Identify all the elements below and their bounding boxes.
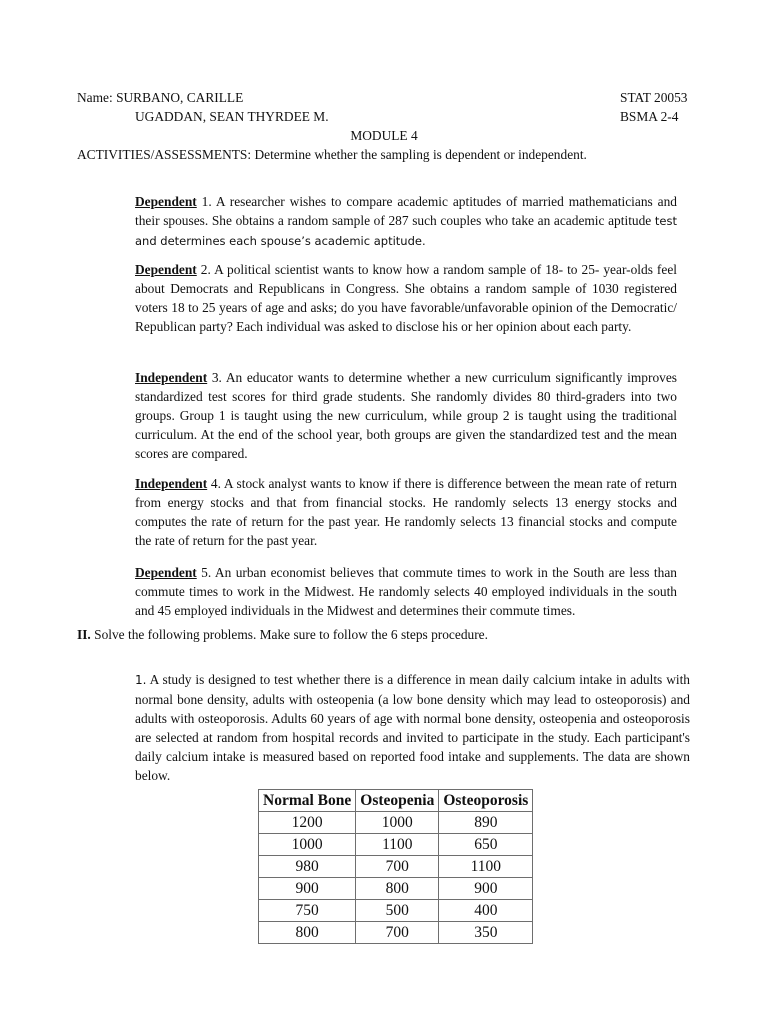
table-cell: 1000 (259, 834, 356, 856)
student-name-2: UGADDAN, SEAN THYRDEE M. (135, 109, 329, 124)
item-3 (135, 368, 677, 463)
table-row (259, 812, 533, 834)
table-cell: 500 (356, 900, 439, 922)
table-cell: 650 (439, 834, 533, 856)
table-cell: 700 (356, 856, 439, 878)
activities-text: Determine whether the sampling is dependent or independent. (254, 147, 587, 162)
part2-instruction: Solve the following problems. Make sure to follow the 6 steps procedure. (90, 627, 488, 642)
item-text: 3. An educator wants to determine whether a new curriculum significantly improves standardized test scores for third grade students. She randomly divides 80 third-graders into two groups. Group 1 is taught using the new curriculum, while group 2 is taught using the traditional curriculum. At the end of the school year, both groups are given the standardized test and the mean scores are compared. (135, 370, 677, 462)
item-text: 2. A political scientist wants to know how a random sample of 18- to 25- year-olds feel about Democrats and Republicans in Congress. She obtains a random sample of 1030 registered voters 18 to 25 years of age and asks; do you have favorable/unfavorable opinion of the Democratic/ Republican party? Each individual was asked to disclose his or her opinion about each party. (135, 262, 677, 335)
answer-label: Independent (135, 476, 208, 492)
table-row (259, 922, 533, 944)
name-label: Name: (77, 90, 113, 105)
item-1 (135, 192, 677, 251)
col-header-osteopenia: Osteopenia (356, 790, 439, 812)
part2-instruction-line (77, 625, 488, 644)
answer-label: Dependent (135, 262, 197, 278)
table-row (259, 878, 533, 900)
table-cell: 900 (259, 878, 356, 900)
student-name-1: SURBANO, CARILLE (116, 90, 244, 105)
answer-label: Dependent (135, 565, 197, 581)
answer-label: Dependent (135, 194, 197, 210)
section: BSMA 2-4 (620, 109, 679, 124)
module-title: MODULE 4 (350, 128, 418, 143)
activities-line (77, 145, 587, 164)
table-cell: 1100 (356, 834, 439, 856)
table-cell: 900 (439, 878, 533, 900)
activities-label: ACTIVITIES/ASSESSMENTS: (77, 147, 252, 162)
table-cell: 750 (259, 900, 356, 922)
item-5 (135, 563, 677, 620)
item-2 (135, 260, 677, 336)
table-cell: 700 (356, 922, 439, 944)
table-cell: 890 (439, 812, 533, 834)
table-row (259, 900, 533, 922)
item-text: 5. An urban economist believes that commute times to work in the South are less than commute times to work in the Midwest. He randomly selects 40 employed individuals in the south and 45 employed individuals in the Midwest and determines their commute times. (135, 565, 677, 619)
item-4 (135, 474, 677, 550)
table-cell: 800 (259, 922, 356, 944)
col-header-osteoporosis: Osteoporosis (439, 790, 533, 812)
calcium-table (258, 789, 533, 944)
part2-numeral: II. (77, 627, 91, 642)
table-row (259, 856, 533, 878)
table-header-row (259, 790, 533, 812)
table-cell: 400 (439, 900, 533, 922)
item-text: 4. A stock analyst wants to know if there is difference between the mean rate of return from energy stocks and that from financial stocks. He randomly selects 13 energy stocks and computes the rate of return for the past year. He randomly selects 13 financial stocks and compute the rate of return for the past year. (135, 476, 677, 549)
answer-label: Independent (135, 370, 208, 386)
table-cell: 1200 (259, 812, 356, 834)
table-row (259, 834, 533, 856)
table-cell: 800 (356, 878, 439, 900)
name-line (77, 88, 243, 107)
table-cell: 1000 (356, 812, 439, 834)
course-code: STAT 20053 (620, 90, 688, 105)
table-cell: 1100 (439, 856, 533, 878)
problem-text: A study is designed to test whether there is a difference in mean daily calcium intake in adults with normal bone density, adults with osteopenia (a low bone density which may lead to osteoporosis) and adults with osteoporosis. Adults 60 years of age with normal bone density, osteopenia and osteoporosis are selected at random from hospital records and invited to participate in the study. Each participant's daily calcium intake is measured based on reported food intake and supplements. The data are shown below. (135, 672, 690, 784)
item-text: 1. A researcher wishes to compare academic aptitudes of married mathematicians and their spouses. She obtains a random sample of 287 such couples who take an academic aptitude (135, 194, 677, 229)
table-cell: 350 (439, 922, 533, 944)
col-header-normal-bone: Normal Bone (259, 790, 356, 812)
item-text-tail: test and determines each spouse’s academic aptitude. (135, 214, 677, 249)
problem-number: 1. (135, 673, 147, 688)
table-cell: 980 (259, 856, 356, 878)
problem-1 (135, 670, 690, 785)
